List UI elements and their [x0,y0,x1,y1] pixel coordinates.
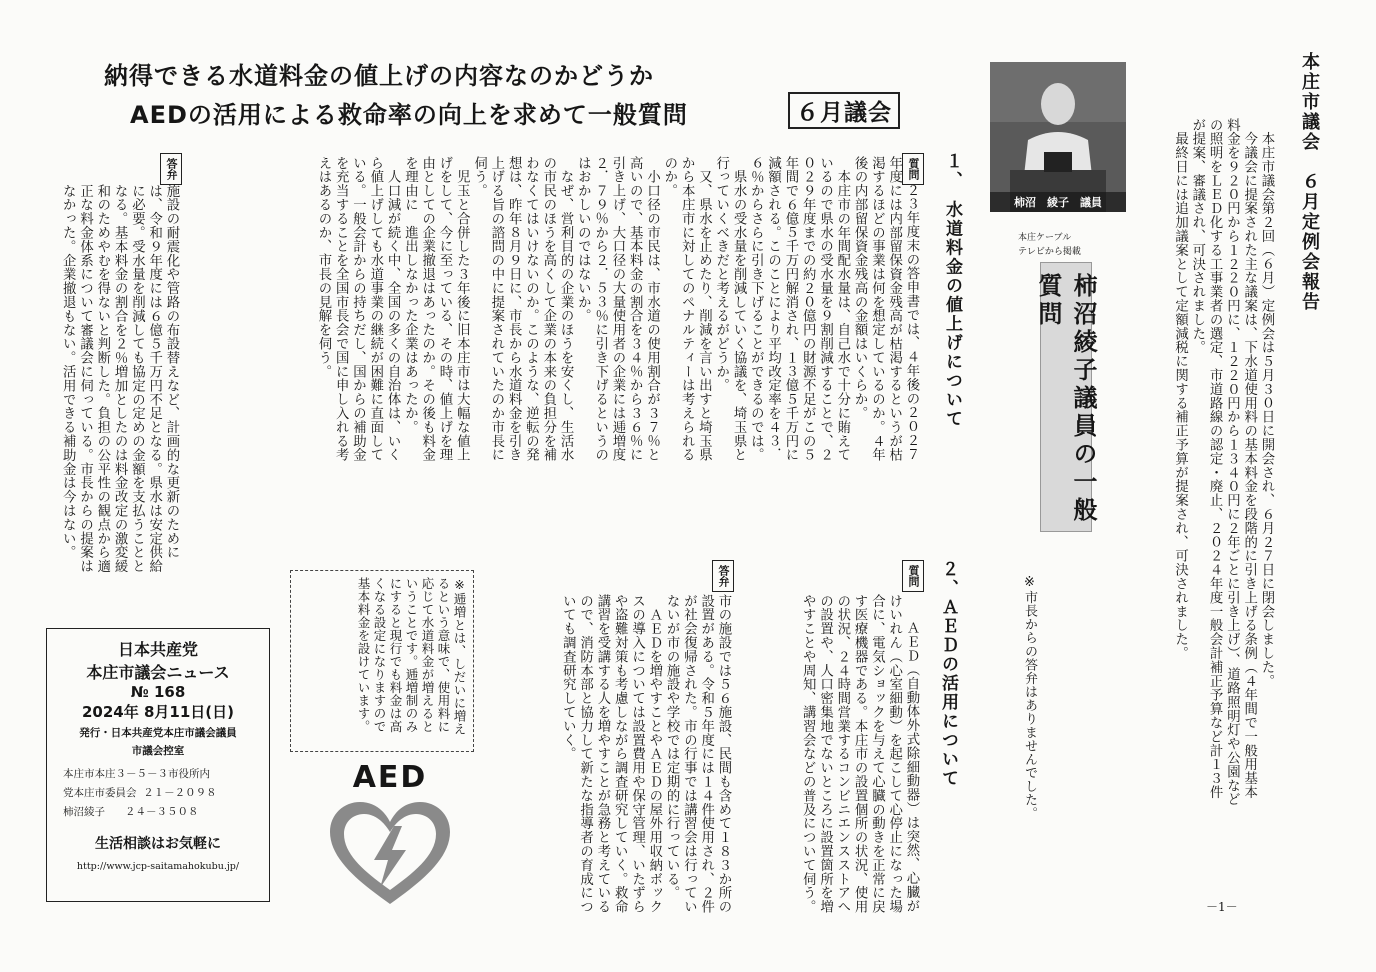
newsletter-date: 2024年 8月11日(日) [82,703,234,721]
newsletter-consult: 生活相談はお気軽に [95,836,221,852]
member-photo-illustration [990,62,1126,212]
newsletter-phone2-row [47,804,269,819]
newsletter-office: 市議会控室 [131,745,185,757]
photo-caption-1: 本庄ケーブル [1018,233,1072,243]
section2-heading: ２、ＡＥＤの活用について [938,560,958,788]
section1-answer-part: 施設の耐震化や管路の布設替えなど、計画的な更新のためには、令和９年度には６億５千万円不足となる。県水は安定供給に必要。受水量を削減しても協定の定めの金額を支払うこととなる。基本料金の割合を２％増加としたのは料金改定の激変緩和のためやむを得ないと判断した。負担の公平性の観点から適正な料金体系について審議会に伺っている。市長からの提案はなかった。企業撤退もない。活用できる補助金は今はない。 [60,184,179,574]
session-badge: ６月議会 [788,92,900,129]
newsletter-phone1-label: 党本庄市委員会 [63,787,137,799]
newsletter-party: 日本共産党 [117,640,198,659]
photo-name-plate: 柿沼 綾子 議員 [990,192,1126,212]
section1-note: ※市長からの答弁はありませんでした。 [1022,575,1037,820]
report-body: 本庄市議会第２回（６月）定例会は５月３０日に開会され、６月２７日に閉会しました。 今議会に提案された主な議案は、下水道使用料の基本料金を段階的に引き上げる条例（４年間で一般用基本料金を９２０円から１２２０円に、１２２０円から１３４０円に２年ごとに引き上げ）、道路照明灯や公園などの照明をＬＥＤ化する工事業者の選定、市道路線の認定・廃止、２０２４年度一般会計補正予算など計１３件が提案、審議され、可決されました。 最終日には追加議案として定額減税に関する補正予算が提案され、可決されました。 [1172,118,1274,807]
section2-answer: 市の施設では５６施設、民間も含めて１８３か所の設置がある。令和５年度には１４件使用され、２件が社会復帰された。市の行事では講習会は行っていないが市の施設や学校では定期的に行っている。 ＡＥＤを増やすことやＡＥＤの屋外用収納ボックスの導入については設置費用や保守管理、いたずらや盗難対策も考慮しながら調査研究していく。救命講習を受講する人を増やすことが急務と考えているので、消防本部と協力して新たな指導者の育成についても調査研究していく。 [560,594,731,914]
member-photo [990,62,1126,212]
newsletter-url[interactable]: http://www.jcp-saitamahokubu.jp/ [76,861,240,872]
newsletter-phone2-label: 柿沼綾子 [63,806,105,818]
newsletter-phone2: ２４－３５０８ [125,806,199,818]
newsletter-name: 本庄市議会ニュース [86,663,230,682]
section2-answer-tag: 答弁 [712,560,734,592]
section2-question: ＡＥＤ（自動体外式除細動器）は突然、心臓がけいれん（心室細動）を起こして心停止になった場合に、電気ショックを与えて心臓の動きを正常に戻す医療機器である。本庄市の設置個所の状況、使用の状況、２４時間営業するコンビニエンスストアへの設置や、人口密集地でないところに設置箇所を増やすことや周知、講習会などの普及について伺う。 [800,594,919,914]
section1-question-tag: 質問 [902,153,924,185]
section1-answer-tag: 答弁 [160,153,182,185]
section1-heading: １、 水道料金の値上げについて [942,152,962,429]
photo-caption-2: テレビから掲載 [1018,247,1081,257]
aed-heart-icon [322,798,458,908]
newsletter-phone1-row [47,785,269,800]
headline-line2: AEDの活用による救命率の向上を求めて一般質問 [130,101,688,129]
newsletter-address: 本庄市本庄３－５－３市役所内 [63,768,210,780]
member-title: 柿沼綾子議員の一般質問 [1040,262,1092,532]
newsletter-number: № 168 [130,683,186,701]
footnote-text: ※逓増とは、しだいに増えるという意味で、使用料に応じて水道料金が増えるということです。逓増制のみにすると現行でも料金は高くなる設定になりますので基本料金を設けています。 [356,577,467,736]
newsletter-publisher: 発行・日本共産党本庄市議会議員 [79,727,237,739]
footnote-box [290,570,474,752]
report-title: 本庄市議会 ６月定例会報告 [1299,52,1320,312]
headline-line1: 納得できる水道料金の値上げの内容なのかどうか [104,62,654,90]
page-number: －1－ [1206,900,1238,914]
section1-question: ２３年度末の答申書では、４年後の２０２７年度には内部留保資金残高が枯渇するというが枯渇するほどの事業は何を想定しているのか。４年後の内部留保資金残高の金額はいくらか。 本庄市の年間配水量は、自己水で十分に賄えているので県水の受水量を９割削減することで、２０２９年度までの約２０億円の財源不足がこの５年間で６億５千万円解消され、１３億５千万円に減額される。このことにより平均改定率を４３．６％からさらに引き下げることができるのでは。 県水の受水量を削減していく協議を、埼玉県と行っていくべきだと考えるがどうか。 又、県水を止めたり、削減を言い出すと埼玉県から本庄市に対してのペナルティーは考えられるのか。 小口径の市民は、市水道の使用割合が３７％と高いので、基本料金の割合を３４％から３６％に引き上げ、大口径の大量使用者の企業には逓増度２．７９％から２．５３％に引き下げるというのはおかしいのではないか。 なぜ、営利目的の企業のほうを安くし、生活水の市民のほうを高くして企業の本来の負担分を補わなくてはいけないのか。このような、逆転の発想は、昨年８月９日に、市長から水道料金を引き上げる旨の諮問の中に提案されていたのか市長に伺う。 児玉と合併した３年後に旧本庄市は大幅な値上げをして、今に至っている、その時、値上げを理由としての企業撤退はあったのか。その後も料金を理由に 進出しなかった企業はあったか。 人口減が続く中、全国の多くの自治体は、いくら値上げしても水道事業の継続が困難に直面している。一般会計からの持ちだし、国からの補助金を充当することを全国市長会で国に申し入れる考えはあるのか、市長の見解を伺う。 [315,156,919,462]
newsletter-masthead [46,628,270,902]
newsletter-phone1: ２１－２０９８ [143,787,217,799]
aed-logo-text: AED [352,760,428,795]
section2-question-tag: 質問 [902,560,924,592]
